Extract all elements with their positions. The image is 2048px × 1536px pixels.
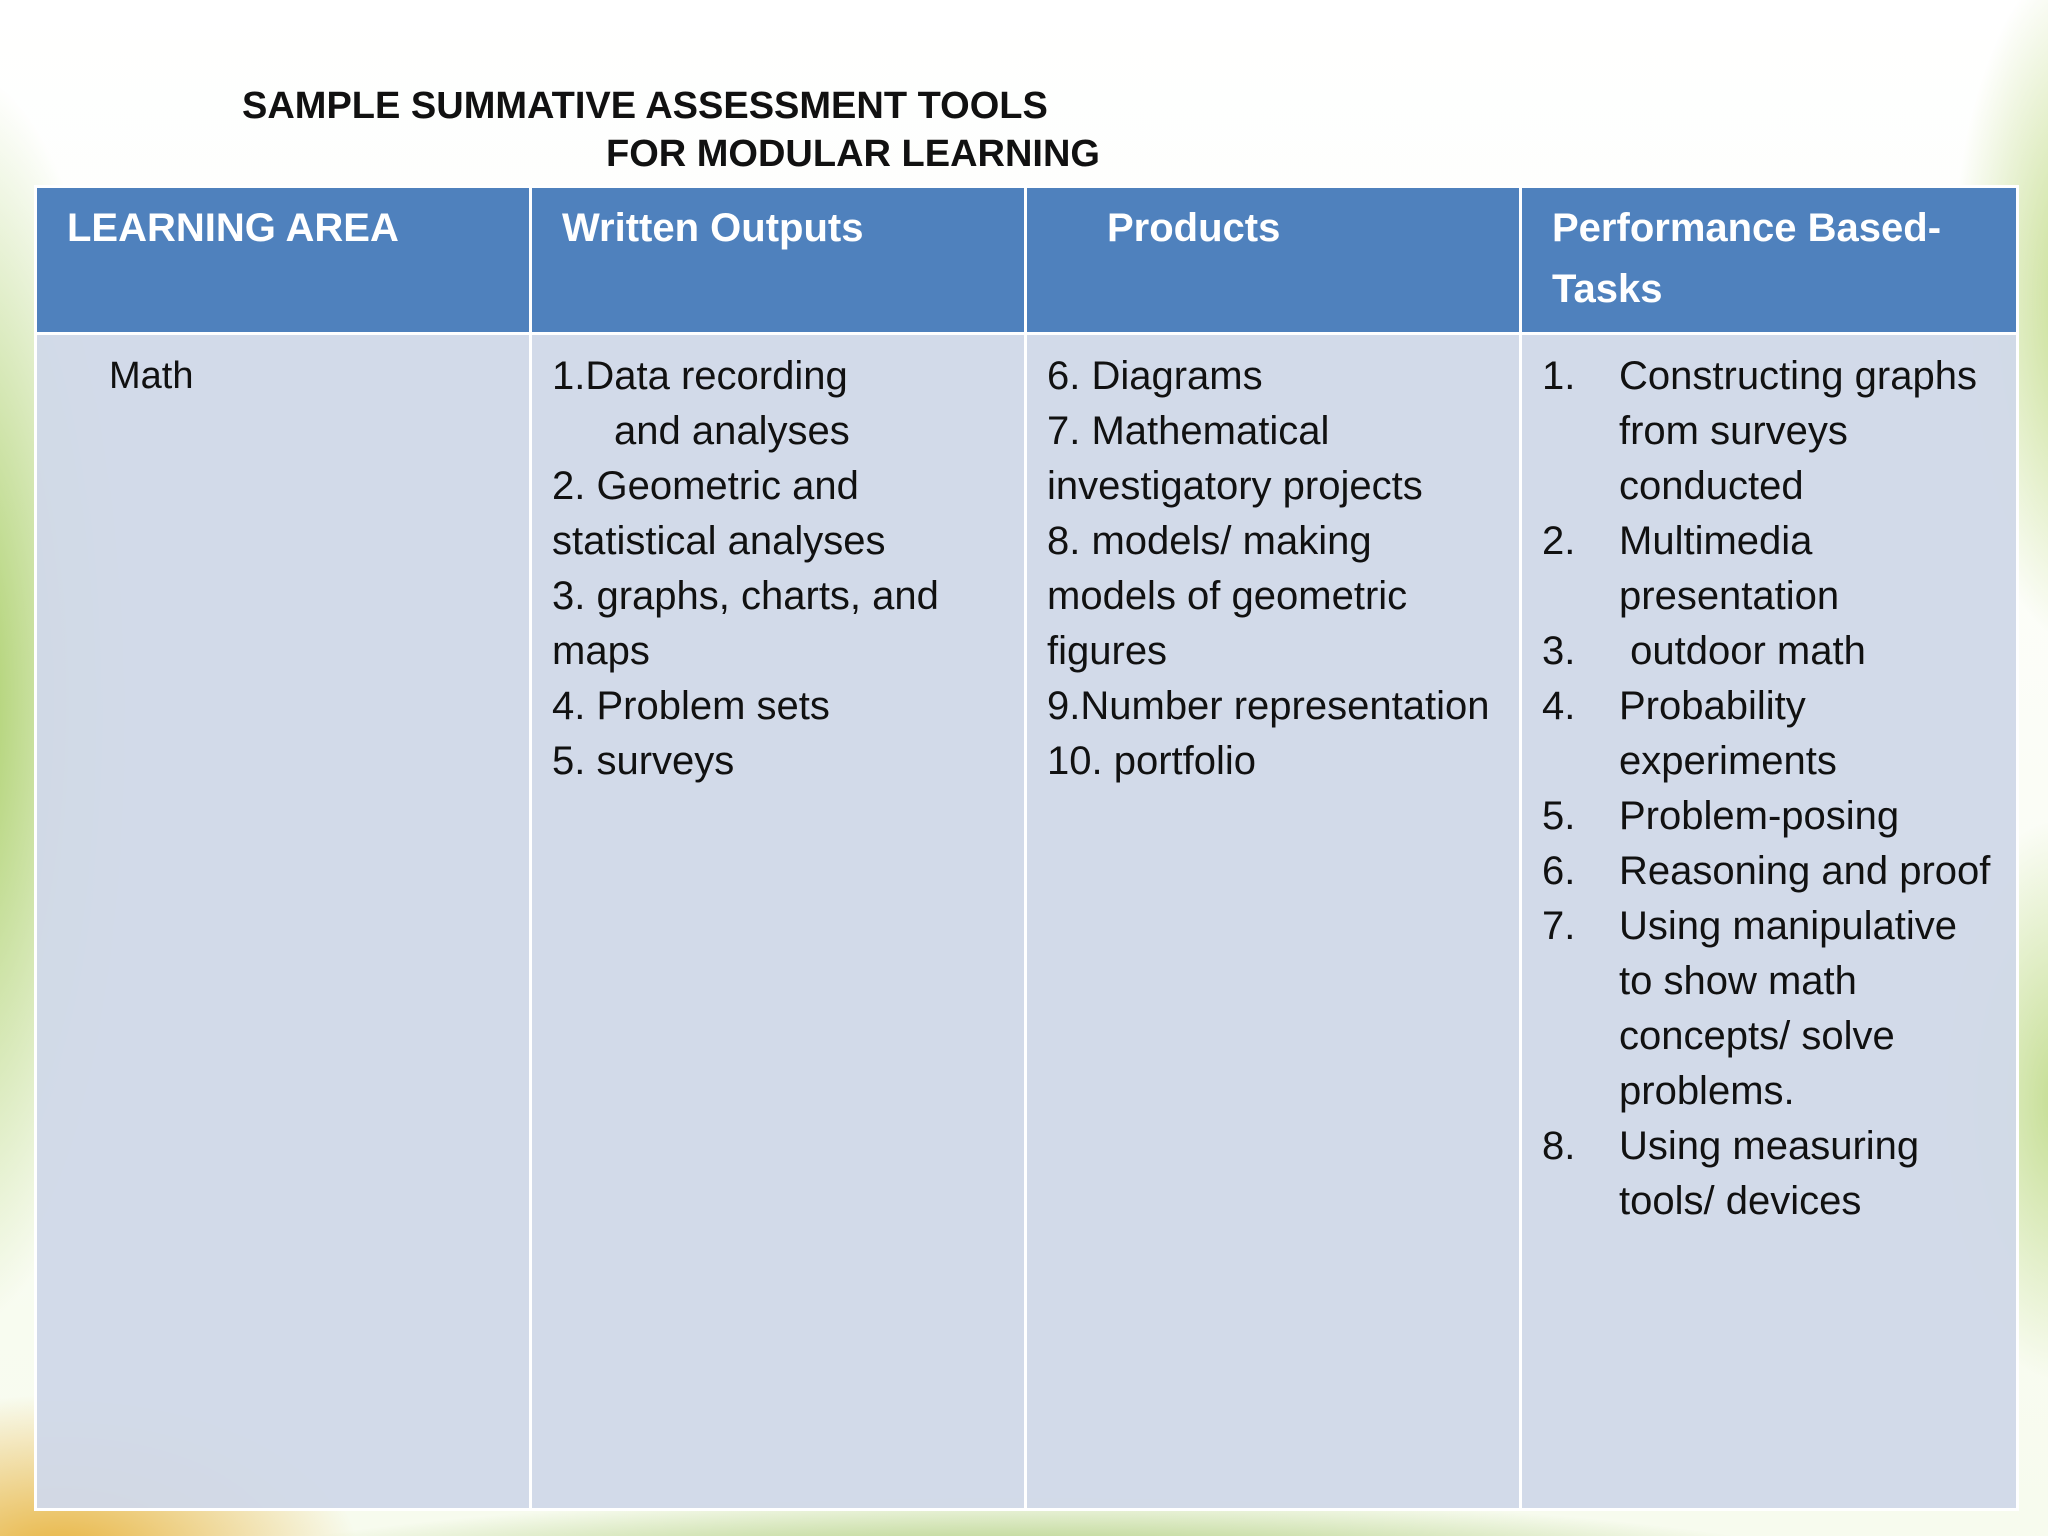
list-item: 6. Diagrams <box>1047 354 1263 398</box>
list-item-number: 2. <box>1542 519 1576 563</box>
list-item: 1.Data recording <box>552 354 848 398</box>
list-item: and analyses <box>614 409 850 453</box>
list-item: 10. portfolio <box>1047 739 1257 783</box>
list-item-text: Constructing graphs from surveys conducted <box>1619 354 1977 508</box>
slide-title <box>242 82 1142 178</box>
list-item <box>1542 624 2000 679</box>
cell-products <box>1026 334 1521 1510</box>
header-products: Products <box>1026 187 1521 334</box>
list-item: 2. Geometric and statistical analyses <box>552 464 886 563</box>
list-item <box>1542 349 2000 514</box>
list-item-text: Multimedia presentation <box>1619 519 1840 618</box>
list-item-text: Probability experiments <box>1619 684 1837 783</box>
list-item-number: 4. <box>1542 684 1576 728</box>
slide-title-line-1: SAMPLE SUMMATIVE ASSESSMENT TOOLS <box>242 85 1048 127</box>
performance-tasks-list <box>1542 349 2000 1229</box>
cell-written-outputs <box>531 334 1026 1510</box>
list-item <box>1542 1119 2000 1229</box>
header-performance-tasks: Performance Based-Tasks <box>1521 187 2018 334</box>
list-item-number: 3. <box>1542 629 1576 673</box>
list-item: 7. Mathematical investigatory projects <box>1047 409 1423 508</box>
list-item-number: 1. <box>1542 354 1576 398</box>
cell-performance-tasks <box>1521 334 2018 1510</box>
list-item-number: 6. <box>1542 849 1576 893</box>
list-item: 4. Problem sets <box>552 684 830 728</box>
list-item: 5. surveys <box>552 739 735 783</box>
list-item: 8. models/ making models of geometric figures <box>1047 519 1408 673</box>
written-outputs-list <box>552 349 1008 789</box>
assessment-tools-table <box>34 185 2019 1511</box>
list-item-number: 7. <box>1542 904 1576 948</box>
list-item: 3. graphs, charts, and maps <box>552 574 939 673</box>
list-item-number: 5. <box>1542 794 1576 838</box>
list-item-text: Using measuring tools/ devices <box>1619 1124 1920 1223</box>
table-row <box>36 334 2018 1510</box>
cell-learning-area: Math <box>36 334 531 1510</box>
list-item <box>1542 789 2000 844</box>
header-written-outputs: Written Outputs <box>531 187 1026 334</box>
list-item-number: 8. <box>1542 1124 1576 1168</box>
list-item <box>1542 514 2000 624</box>
list-item-text: Reasoning and proof <box>1619 849 1991 893</box>
list-item-text: outdoor math <box>1619 629 1866 673</box>
slide-title-line-2: FOR MODULAR LEARNING <box>606 133 1100 175</box>
header-learning-area: LEARNING AREA <box>36 187 531 334</box>
list-item-text: Problem-posing <box>1619 794 1900 838</box>
list-item-text: Using manipulative to show math concepts/ solve problems. <box>1619 904 1957 1113</box>
products-list <box>1047 349 1503 789</box>
list-item <box>1542 679 2000 789</box>
list-item <box>1542 899 2000 1119</box>
table-header-row <box>36 187 2018 334</box>
list-item: 9.Number representation <box>1047 684 1490 728</box>
list-item <box>1542 844 2000 899</box>
